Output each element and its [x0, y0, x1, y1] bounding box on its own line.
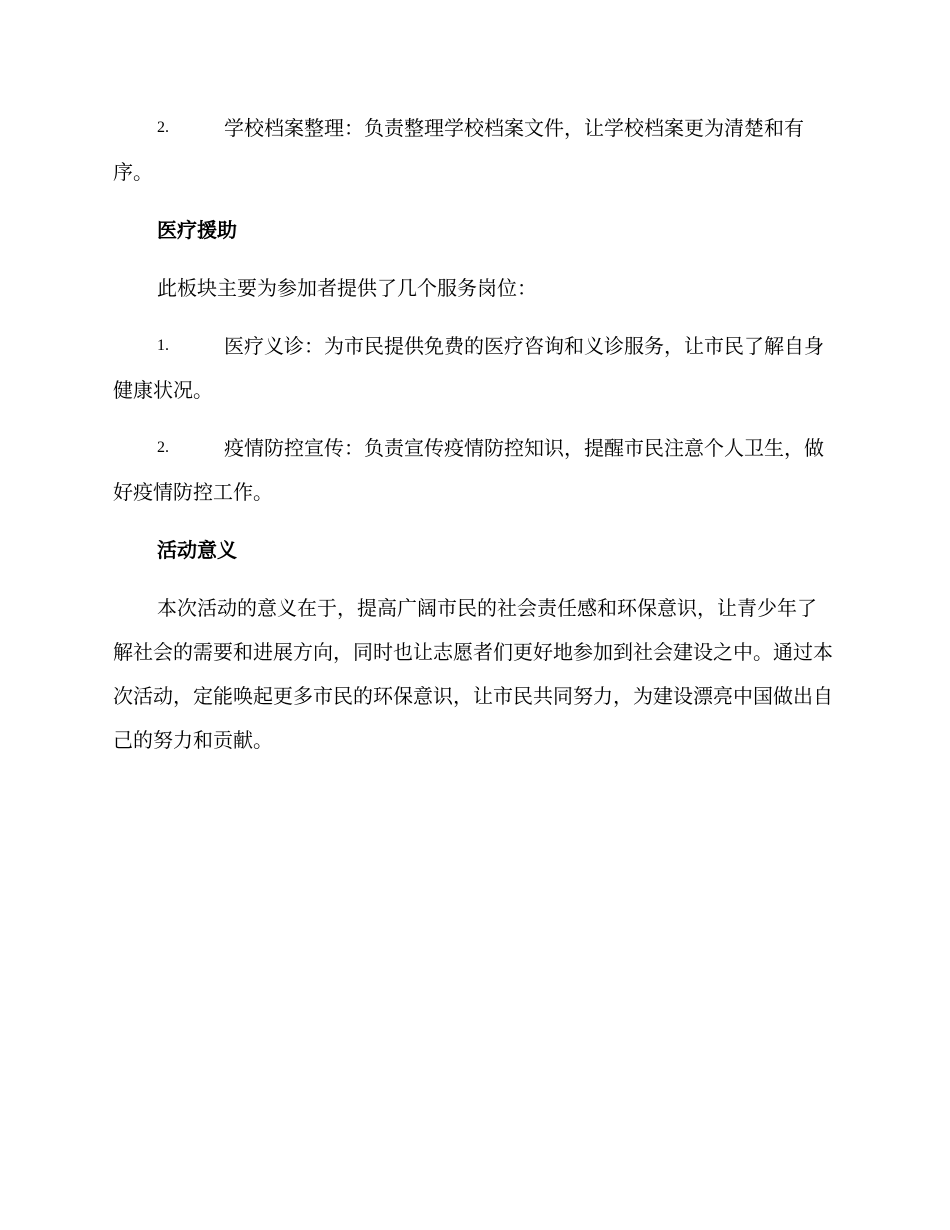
list-number: 1.: [157, 337, 169, 354]
document-body: [113, 106, 835, 776]
section-heading-significance: 活动意义: [157, 538, 237, 562]
list-item-text: 学校档案整理：负责整理学校档案文件，让学校档案更为清楚和有序。: [113, 116, 804, 184]
list-number: 2.: [157, 119, 169, 136]
list-number: 2.: [157, 439, 169, 456]
list-item-school-archives: [113, 106, 835, 194]
list-item-text: 医疗义诊：为市民提供免费的医疗咨询和义诊服务，让市民了解自身健康状况。: [113, 334, 824, 402]
paragraph-significance: 本次活动的意义在于，提高广阔市民的社会责任感和环保意识，让青少年了解社会的需要和进展方向，同时也让志愿者们更好地参加到社会建设之中。通过本次活动，定能唤起更多市民的环保意识，让市民共同努力，为建设漂亮中国做出自己的努力和贡献。: [113, 596, 833, 752]
list-item-epidemic-prevention: [113, 426, 835, 514]
section-heading-medical-aid: 医疗援助: [157, 218, 237, 242]
list-item-free-clinic: [113, 324, 835, 412]
list-item-text: 疫情防控宣传：负责宣传疫情防控知识，提醒市民注意个人卫生，做好疫情防控工作。: [113, 436, 824, 504]
paragraph-medical-intro: 此板块主要为参加者提供了几个服务岗位：: [157, 276, 537, 300]
